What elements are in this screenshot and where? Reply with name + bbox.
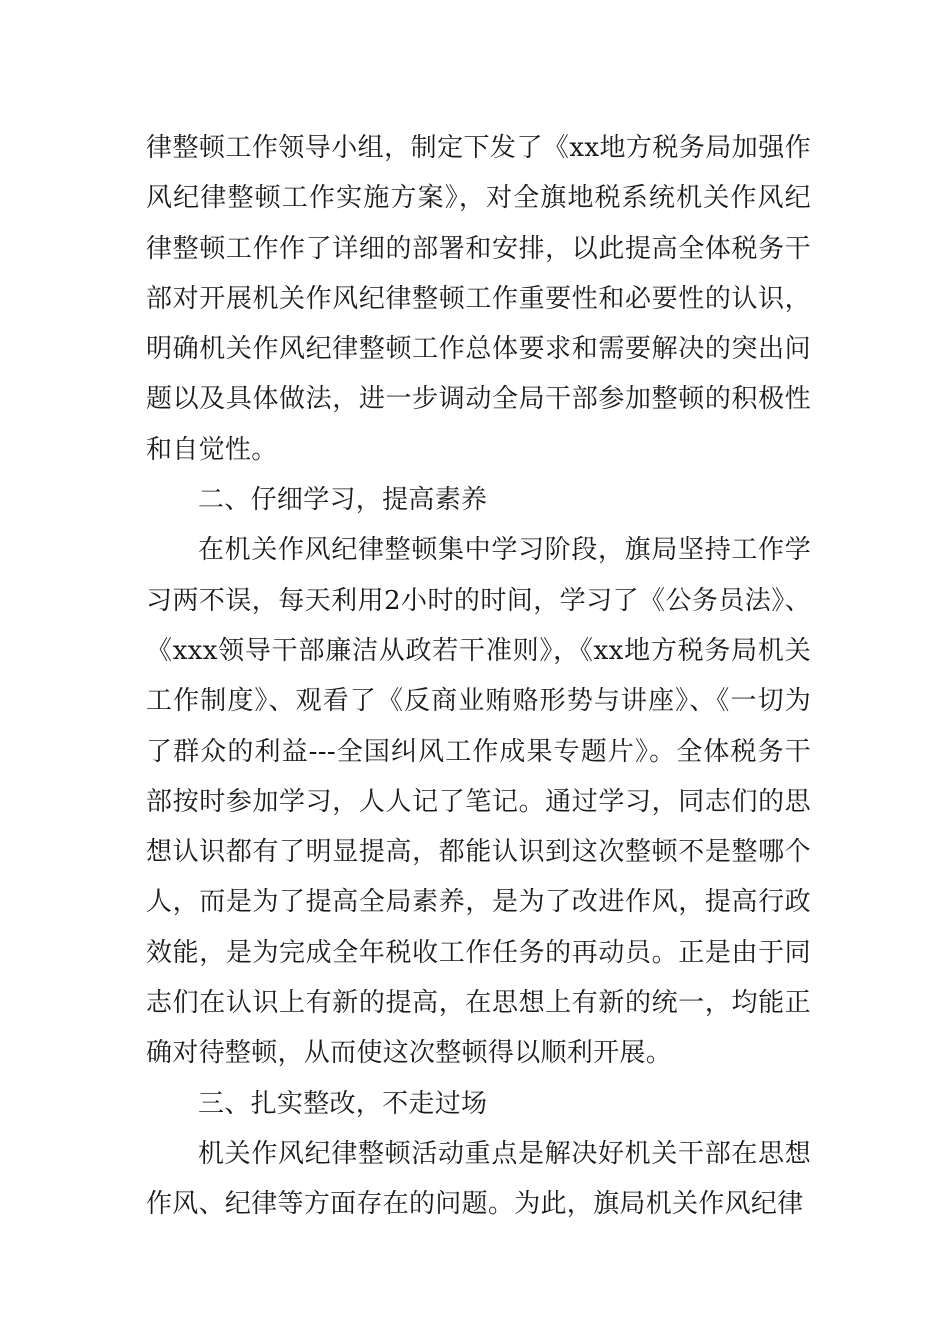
paragraph-rectification: 机关作风纪律整顿活动重点是解决好机关干部在思想作风、纪律等方面存在的问题。为此，旗局机关作风纪律: [146, 1138, 811, 1220]
paragraph-study: 在机关作风纪律整顿集中学习阶段，旗局坚持工作学习两不误，每天利用2小时的时间，学习了《公务员法》、《xxx领导干部廉洁从政若干准则》，《xx地方税务局机关工作制度》、观看了《反商业贿赂形势与讲座》、《一切为了群众的利益---全国纠风工作成果专题片》。全体税务干部按时参加学习，人人记了笔记。通过学习，同志们的思想认识都有了明显提高，都能认识到这次整顿不是整哪个人，而是为了提高全局素养，是为了改进作风，提高行政效能，是为完成全年税收工作任务的再动员。正是由于同志们在认识上有新的提高，在思想上有新的统一，均能正确对待整顿，从而使这次整顿得以顺利开展。: [146, 535, 811, 1069]
section-heading-three: 三、扎实整改，不走过场: [198, 1088, 488, 1119]
document-body: [146, 123, 811, 1230]
section-heading-two: 二、仔细学习，提高素养: [198, 485, 488, 516]
paragraph-continuation: 律整顿工作领导小组，制定下发了《xx地方税务局加强作风纪律整顿工作实施方案》，对全旗地税系统机关作风纪律整顿工作作了详细的部署和安排，以此提高全体税务干部对开展机关作风纪律整顿工作重要性和必要性的认识，明确机关作风纪律整顿工作总体要求和需要解决的突出问题以及具体做法，进一步调动全局干部参加整顿的积极性和自觉性。: [146, 133, 811, 465]
